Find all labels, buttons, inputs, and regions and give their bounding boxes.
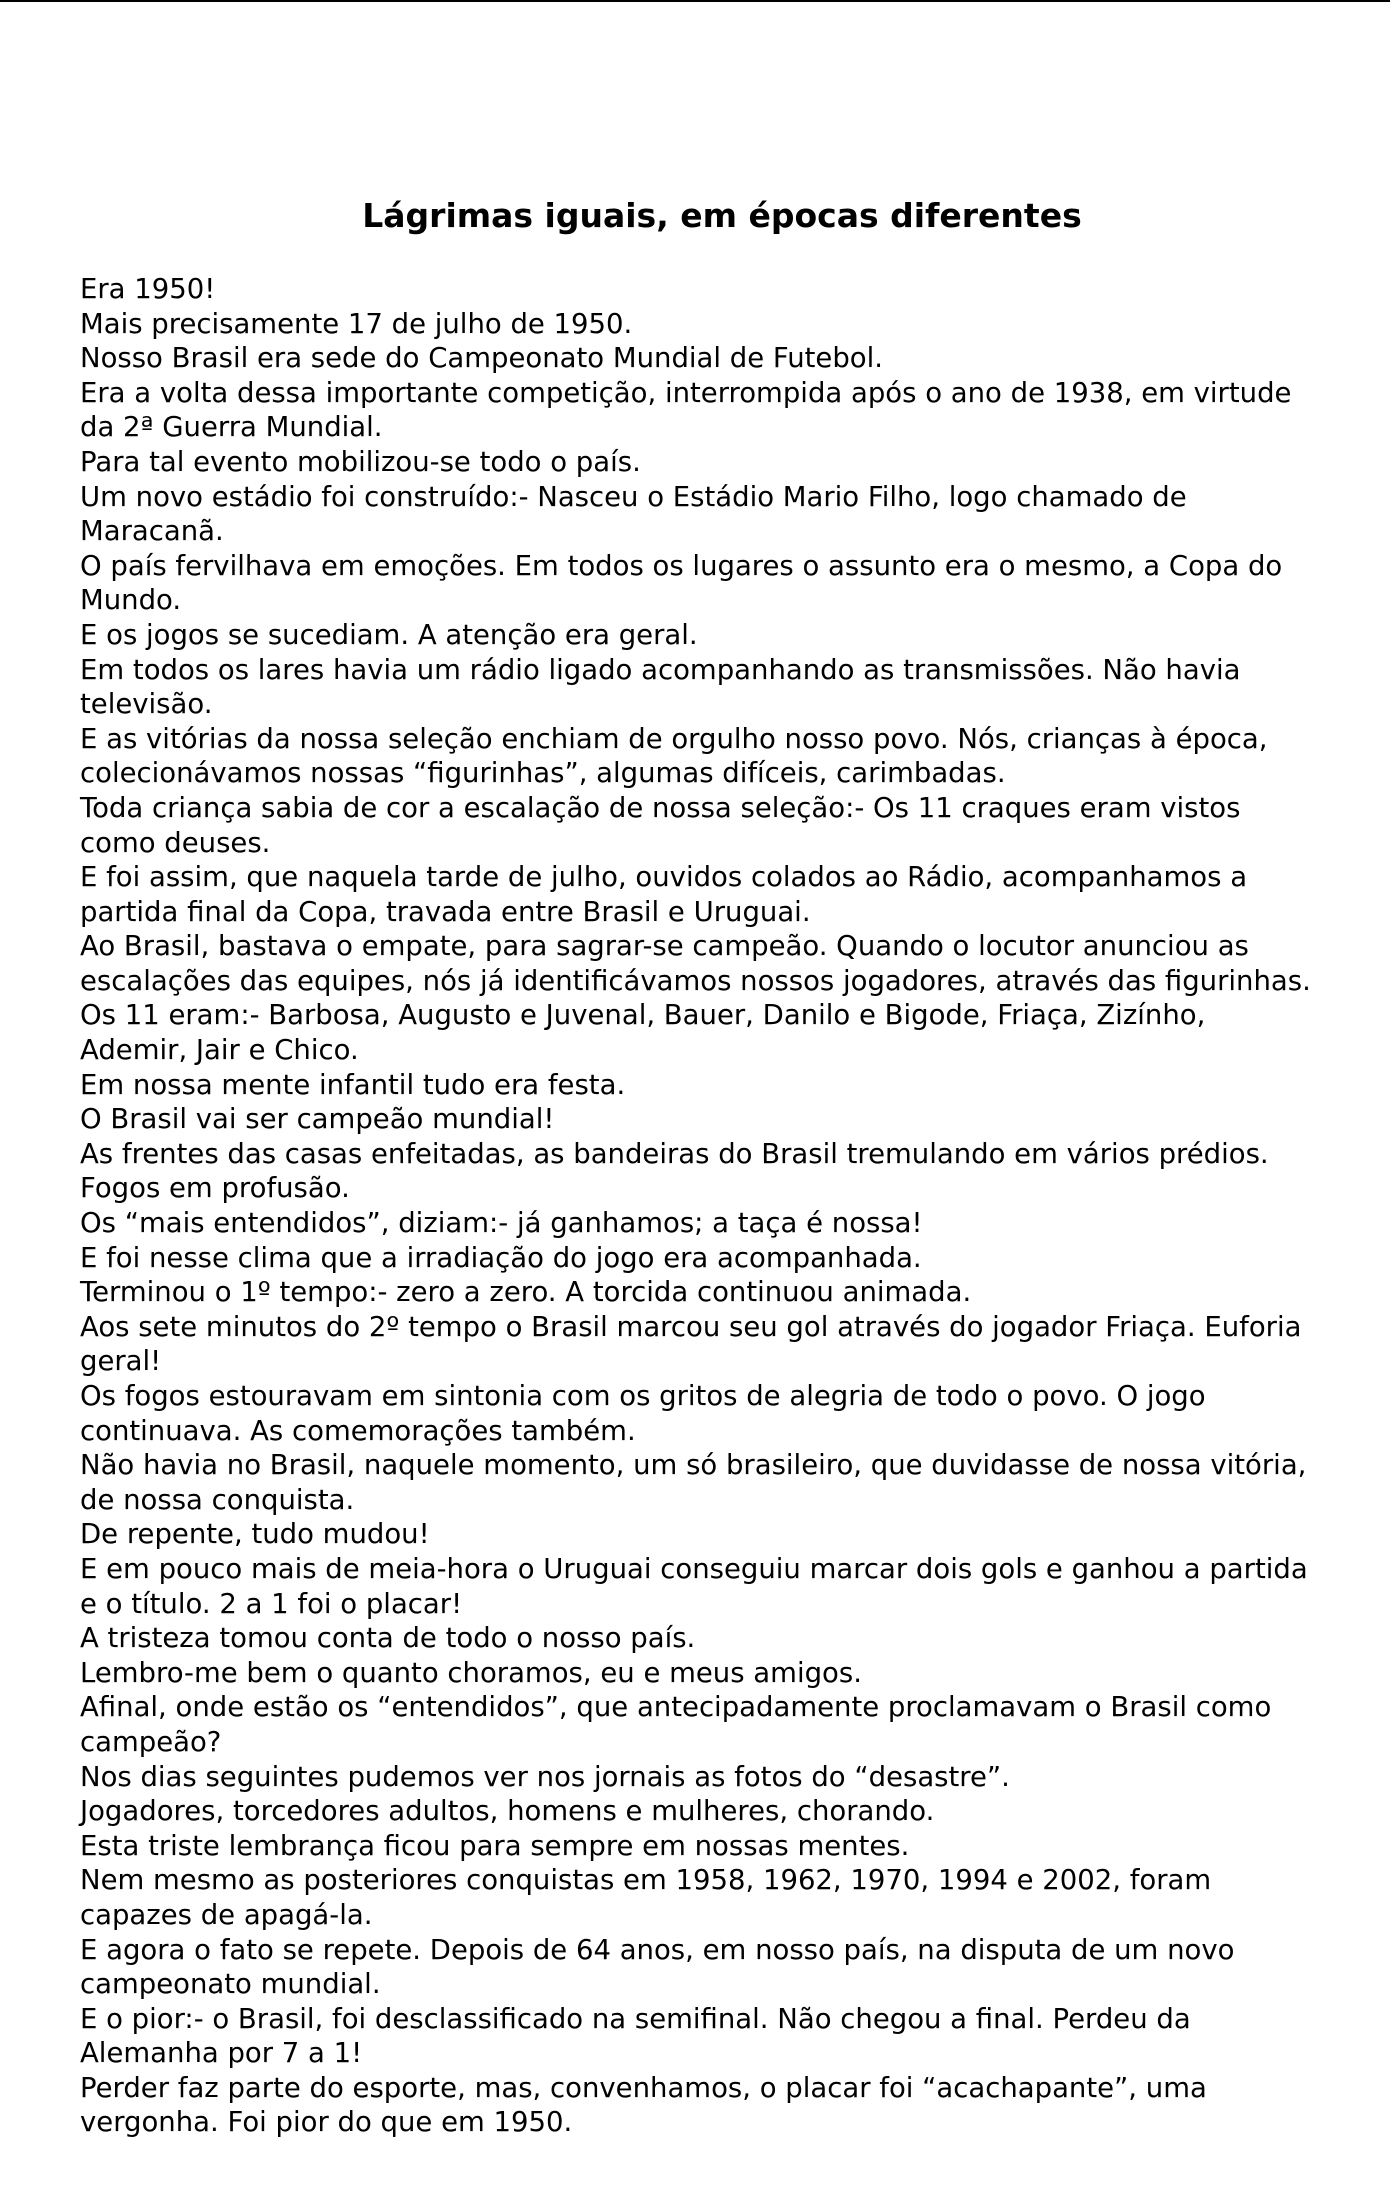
paragraph: Não havia no Brasil, naquele momento, um só brasileiro, que duvidasse de nossa vitória, de nossa conquista. bbox=[80, 1449, 1307, 1516]
paragraph: Ao Brasil, bastava o empate, para sagrar-se campeão. Quando o locutor anunciou as escalações das equipes, nós já identificávamos nossos jogadores, através das figurinhas. bbox=[80, 930, 1311, 997]
paragraph: Para tal evento mobilizou-se todo o país. bbox=[80, 445, 641, 478]
paragraph: E o pior:- o Brasil, foi desclassificado na semifinal. Não chegou a final. Perdeu da Alemanha por 7 a 1! bbox=[80, 2002, 1191, 2070]
paragraph: Mais precisamente 17 de julho de 1950. bbox=[80, 307, 633, 340]
document-page bbox=[80, 196, 1320, 2140]
paragraph: Aos sete minutos do 2º tempo o Brasil marcou seu gol através do jogador Friaça. Euforia geral! bbox=[80, 1310, 1302, 1378]
paragraph: O país fervilhava em emoções. Em todos os lugares o assunto era o mesmo, a Copa do Mundo. bbox=[80, 549, 1283, 617]
paragraph: Em nossa mente infantil tudo era festa. bbox=[80, 1068, 626, 1101]
paragraph: Nosso Brasil era sede do Campeonato Mundial de Futebol. bbox=[80, 342, 884, 375]
paragraph: E foi assim, que naquela tarde de julho, ouvidos colados ao Rádio, acompanhamos a partida final da Copa, travada entre Brasil e Uruguai. bbox=[80, 861, 1248, 928]
paragraph: Era 1950! bbox=[80, 273, 216, 305]
paragraph: E as vitórias da nossa seleção enchiam de orgulho nosso povo. Nós, crianças à época, colecionávamos nossas “figurinhas”, algumas difíceis, carimbadas. bbox=[80, 722, 1268, 790]
paragraph: Em todos os lares havia um rádio ligado acompanhando as transmissões. Não havia televisão. bbox=[80, 653, 1241, 721]
paragraph: Lembro-me bem o quanto choramos, eu e meus amigos. bbox=[80, 1656, 862, 1689]
paragraph: Afinal, onde estão os “entendidos”, que antecipadamente proclamavam o Brasil como campeão? bbox=[80, 1691, 1272, 1758]
paragraph: Perder faz parte do esporte, mas, convenhamos, o placar foi “acachapante”, uma vergonha. Foi pior do que em 1950. bbox=[80, 2071, 1207, 2139]
paragraph: Um novo estádio foi construído:- Nasceu o Estádio Mario Filho, logo chamado de Maracanã. bbox=[80, 480, 1187, 548]
paragraph: De repente, tudo mudou! bbox=[80, 1518, 430, 1551]
paragraph: Nos dias seguintes pudemos ver nos jornais as fotos do “desastre”. bbox=[80, 1760, 1010, 1793]
paragraph: E agora o fato se repete. Depois de 64 anos, em nosso país, na disputa de um novo campeonato mundial. bbox=[80, 1933, 1235, 2001]
paragraph: O Brasil vai ser campeão mundial! bbox=[80, 1103, 555, 1136]
paragraph: A tristeza tomou conta de todo o nosso país. bbox=[80, 1622, 696, 1655]
paragraph: Os “mais entendidos”, diziam:- já ganhamos; a taça é nossa! bbox=[80, 1207, 923, 1240]
document-body bbox=[80, 272, 1320, 2140]
paragraph: Os 11 eram:- Barbosa, Augusto e Juvenal, Bauer, Danilo e Bigode, Friaça, Zizínho, Ademir, Jair e Chico. bbox=[80, 999, 1206, 1067]
paragraph: Terminou o 1º tempo:- zero a zero. A torcida continuou animada. bbox=[80, 1276, 972, 1309]
paragraph: Esta triste lembrança ficou para sempre em nossas mentes. bbox=[80, 1829, 910, 1862]
paragraph: E em pouco mais de meia-hora o Uruguai conseguiu marcar dois gols e ganhou a partida e o título. 2 a 1 foi o placar! bbox=[80, 1552, 1308, 1620]
paragraph: Toda criança sabia de cor a escalação de nossa seleção:- Os 11 craques eram vistos como deuses. bbox=[80, 791, 1241, 859]
paragraph: Jogadores, torcedores adultos, homens e mulheres, chorando. bbox=[80, 1795, 935, 1828]
document-title: Lágrimas iguais, em épocas diferentes bbox=[362, 196, 1082, 235]
paragraph: Era a volta dessa importante competição, interrompida após o ano de 1938, em virtude da 2ª Guerra Mundial. bbox=[80, 376, 1292, 444]
top-border-rule bbox=[0, 0, 1390, 2]
paragraph: E foi nesse clima que a irradiação do jogo era acompanhada. bbox=[80, 1241, 922, 1274]
paragraph: Nem mesmo as posteriores conquistas em 1958, 1962, 1970, 1994 e 2002, foram capazes de apagá-la. bbox=[80, 1864, 1212, 1931]
paragraph: E os jogos se sucediam. A atenção era geral. bbox=[80, 618, 698, 651]
paragraph: As frentes das casas enfeitadas, as bandeiras do Brasil tremulando em vários prédios. Fogos em profusão. bbox=[80, 1137, 1269, 1205]
paragraph: Os fogos estouravam em sintonia com os gritos de alegria de todo o povo. O jogo continuava. As comemorações também. bbox=[80, 1380, 1206, 1447]
